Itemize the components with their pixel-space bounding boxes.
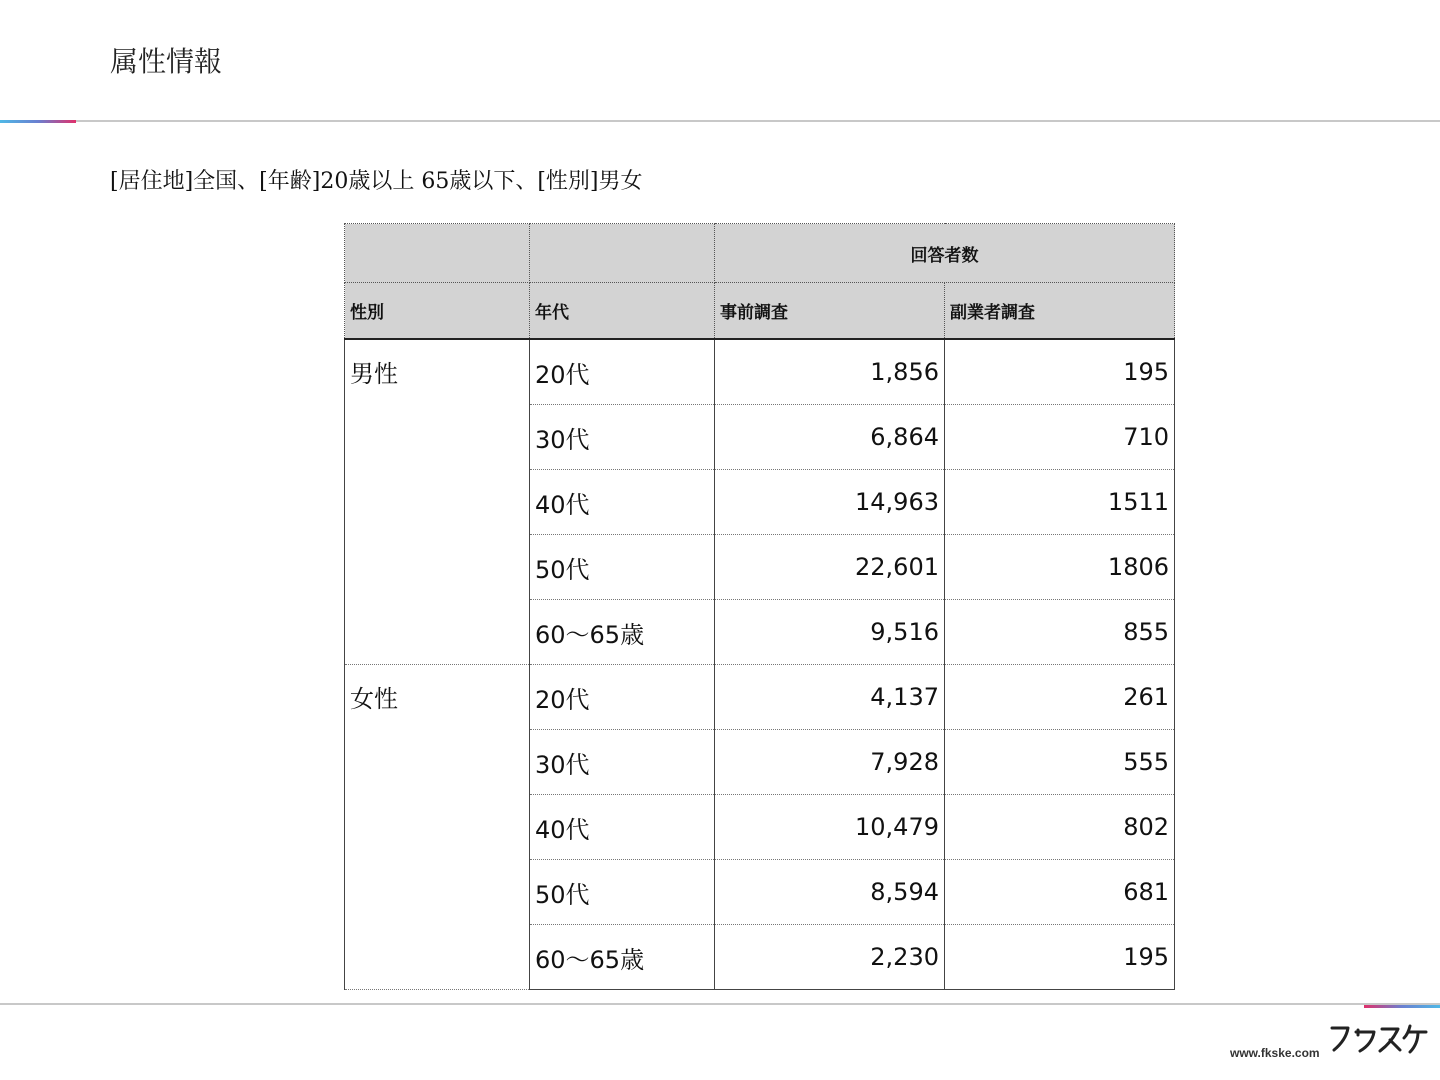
pre-survey-cell: 10,479 [715,795,945,860]
respondent-table [344,223,1175,990]
header-accent-bar [0,120,76,123]
age-cell: 30代 [530,405,715,470]
table-subheader-row [345,283,1175,340]
gender-cell: 女性 [345,665,530,990]
survey-conditions: [居住地]全国、[年齢]20歳以上 65歳以下、[性別]男女 [110,169,643,194]
table-row [345,339,1175,405]
side-job-cell: 802 [945,795,1175,860]
pre-survey-cell: 1,856 [715,339,945,405]
pre-survey-cell: 6,864 [715,405,945,470]
pre-survey-cell: 9,516 [715,600,945,665]
pre-survey-cell: 14,963 [715,470,945,535]
side-job-cell: 261 [945,665,1175,730]
age-cell: 30代 [530,730,715,795]
age-cell: 40代 [530,795,715,860]
table-row [345,665,1175,730]
header-gender: 性別 [345,283,530,340]
side-job-cell: 681 [945,860,1175,925]
footer-accent-bar [1364,1005,1440,1008]
pre-survey-cell: 4,137 [715,665,945,730]
side-job-cell: 1806 [945,535,1175,600]
page-title: 属性情報 [110,45,223,78]
side-job-cell: 710 [945,405,1175,470]
header-blank-age [530,224,715,283]
header-divider [0,120,1440,122]
age-cell: 40代 [530,470,715,535]
pre-survey-cell: 22,601 [715,535,945,600]
pre-survey-cell: 2,230 [715,925,945,990]
header-side-job-survey: 副業者調査 [945,283,1175,340]
side-job-cell: 555 [945,730,1175,795]
table-header-row [345,224,1175,283]
side-job-cell: 1511 [945,470,1175,535]
header-respondent-count: 回答者数 [715,224,1175,283]
gender-cell: 男性 [345,339,530,665]
age-cell: 60〜65歳 [530,600,715,665]
age-cell: 20代 [530,339,715,405]
age-cell: 50代 [530,860,715,925]
side-job-cell: 855 [945,600,1175,665]
side-job-cell: 195 [945,339,1175,405]
age-cell: 60〜65歳 [530,925,715,990]
fukusuke-logo-icon [1326,1022,1430,1054]
header-pre-survey: 事前調査 [715,283,945,340]
header-age: 年代 [530,283,715,340]
pre-survey-cell: 8,594 [715,860,945,925]
footer-url: www.fkske.com [1230,1046,1320,1060]
footer-divider [0,1003,1440,1005]
age-cell: 20代 [530,665,715,730]
age-cell: 50代 [530,535,715,600]
header-blank-gender [345,224,530,283]
pre-survey-cell: 7,928 [715,730,945,795]
side-job-cell: 195 [945,925,1175,990]
